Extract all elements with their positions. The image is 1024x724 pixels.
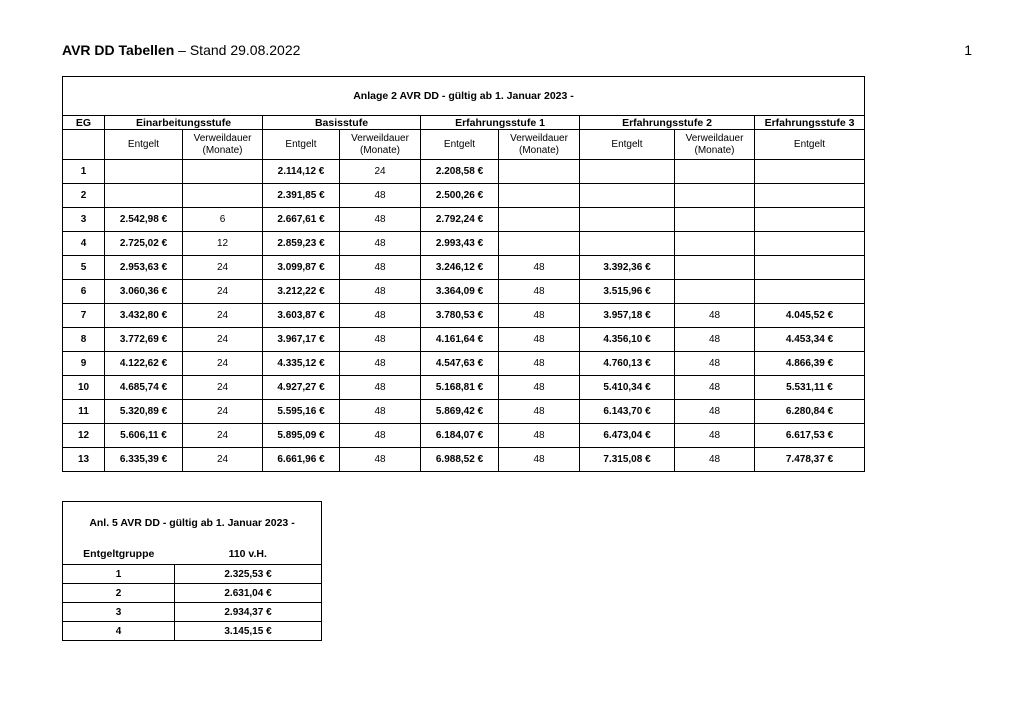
cell-e2-v: [675, 256, 755, 280]
cell-e2-e: 3.515,96 €: [580, 280, 675, 304]
cell-ein-v: 12: [183, 232, 263, 256]
cell-bas-e: 2.391,85 €: [263, 184, 340, 208]
cell-e3-e: 4.866,39 €: [755, 352, 865, 376]
cell-e2-v: [675, 280, 755, 304]
cell-e2-v: 48: [675, 328, 755, 352]
cell-ein-v: [183, 184, 263, 208]
cell-eg: 6: [63, 280, 105, 304]
title-bold: AVR DD Tabellen: [62, 42, 175, 58]
cell-e1-e: 5.869,42 €: [421, 400, 499, 424]
header-eg: EG: [63, 116, 105, 130]
header-erfahrungsstufe-1: Erfahrungsstufe 1: [421, 116, 580, 130]
cell-e3-e: [755, 208, 865, 232]
cell-e3-e: [755, 232, 865, 256]
cell-e2-v: 48: [675, 400, 755, 424]
verweildauer-label: Verweildauer: [510, 132, 568, 144]
cell-bas-e: 3.212,22 €: [263, 280, 340, 304]
cell-ein-v: 24: [183, 352, 263, 376]
cell-eg: 9: [63, 352, 105, 376]
cell-e2-e: [580, 160, 675, 184]
table-row: [63, 304, 865, 328]
cell-bas-e: 4.335,12 €: [263, 352, 340, 376]
table-row: [63, 208, 865, 232]
cell-bas-v: 48: [340, 232, 421, 256]
verweildauer-label: Verweildauer: [685, 132, 744, 144]
cell-ein-e: 5.606,11 €: [105, 424, 183, 448]
cell-e2-e: [580, 232, 675, 256]
cell-e2-e: 5.410,34 €: [580, 376, 675, 400]
monate-label: (Monate): [359, 144, 400, 156]
salary-table-anlage-2: [62, 76, 865, 472]
cell-value: 2.934,37 €: [175, 603, 322, 622]
cell-e1-v: [499, 232, 580, 256]
table-row: [63, 160, 865, 184]
subheader-verweildauer: [499, 130, 580, 160]
subheader-verweildauer: [183, 130, 263, 160]
subheader-entgelt: Entgelt: [421, 130, 499, 160]
cell-bas-v: 48: [340, 424, 421, 448]
cell-value: 2.325,53 €: [175, 565, 322, 584]
cell-ein-e: 2.725,02 €: [105, 232, 183, 256]
cell-e1-e: 3.364,09 €: [421, 280, 499, 304]
cell-e1-v: 48: [499, 256, 580, 280]
cell-bas-e: 6.661,96 €: [263, 448, 340, 472]
cell-e1-v: [499, 184, 580, 208]
cell-e3-e: [755, 160, 865, 184]
cell-bas-v: 48: [340, 400, 421, 424]
subheader-verweildauer: [675, 130, 755, 160]
cell-e1-e: 3.246,12 €: [421, 256, 499, 280]
header-einarbeitungsstufe: Einarbeitungsstufe: [105, 116, 263, 130]
monate-label: (Monate): [202, 144, 243, 156]
cell-e2-v: 48: [675, 304, 755, 328]
cell-bas-e: 3.603,87 €: [263, 304, 340, 328]
cell-group: 3: [63, 603, 175, 622]
table-row: [63, 424, 865, 448]
subheader-verweildauer: [340, 130, 421, 160]
cell-bas-v: 48: [340, 328, 421, 352]
cell-e1-v: 48: [499, 448, 580, 472]
table-row: [63, 565, 322, 584]
cell-ein-e: 4.685,74 €: [105, 376, 183, 400]
cell-bas-e: 5.595,16 €: [263, 400, 340, 424]
cell-e2-v: [675, 208, 755, 232]
header-erfahrungsstufe-2: Erfahrungsstufe 2: [580, 116, 755, 130]
cell-e2-e: 4.356,10 €: [580, 328, 675, 352]
cell-e1-e: 6.988,52 €: [421, 448, 499, 472]
cell-eg: 10: [63, 376, 105, 400]
cell-bas-e: 2.114,12 €: [263, 160, 340, 184]
table-row: [63, 256, 865, 280]
small-table-caption: Anl. 5 AVR DD - gültig ab 1. Januar 2023 -: [89, 517, 295, 529]
cell-e3-e: [755, 256, 865, 280]
cell-e3-e: 4.453,34 €: [755, 328, 865, 352]
cell-e1-v: 48: [499, 328, 580, 352]
subheader-empty: [63, 130, 105, 160]
cell-eg: 11: [63, 400, 105, 424]
cell-bas-v: 48: [340, 304, 421, 328]
verweildauer-label: Verweildauer: [351, 132, 409, 144]
cell-ein-v: [183, 160, 263, 184]
cell-bas-v: 48: [340, 352, 421, 376]
subheader-entgelt: Entgelt: [263, 130, 340, 160]
cell-bas-v: 48: [340, 376, 421, 400]
cell-e3-e: 4.045,52 €: [755, 304, 865, 328]
table-row: [63, 448, 865, 472]
cell-ein-e: 2.953,63 €: [105, 256, 183, 280]
cell-bas-v: 48: [340, 256, 421, 280]
cell-e1-e: 4.547,63 €: [421, 352, 499, 376]
cell-eg: 1: [63, 160, 105, 184]
table-row: [63, 184, 865, 208]
cell-eg: 4: [63, 232, 105, 256]
cell-e2-e: [580, 184, 675, 208]
table-row: [63, 603, 322, 622]
cell-ein-v: 24: [183, 328, 263, 352]
cell-group: 4: [63, 622, 175, 641]
header-entgeltgruppe: Entgeltgruppe: [83, 548, 155, 560]
cell-e2-e: 3.392,36 €: [580, 256, 675, 280]
cell-e3-e: [755, 184, 865, 208]
subheader-entgelt: Entgelt: [755, 130, 865, 160]
cell-ein-v: 24: [183, 424, 263, 448]
cell-bas-e: 3.967,17 €: [263, 328, 340, 352]
cell-ein-v: 24: [183, 256, 263, 280]
cell-value: 2.631,04 €: [175, 584, 322, 603]
cell-eg: 5: [63, 256, 105, 280]
cell-bas-v: 48: [340, 280, 421, 304]
cell-eg: 8: [63, 328, 105, 352]
table-row: [63, 400, 865, 424]
cell-ein-e: 2.542,98 €: [105, 208, 183, 232]
page-title: [62, 42, 300, 58]
cell-ein-v: 24: [183, 400, 263, 424]
cell-eg: 2: [63, 184, 105, 208]
cell-e2-e: 6.143,70 €: [580, 400, 675, 424]
monate-label: (Monate): [694, 144, 735, 156]
cell-ein-v: 24: [183, 280, 263, 304]
cell-e3-e: 7.478,37 €: [755, 448, 865, 472]
cell-e1-e: 4.161,64 €: [421, 328, 499, 352]
cell-eg: 7: [63, 304, 105, 328]
cell-e1-v: 48: [499, 400, 580, 424]
header-erfahrungsstufe-3: Erfahrungsstufe 3: [755, 116, 865, 130]
cell-e1-v: 48: [499, 352, 580, 376]
cell-e1-v: 48: [499, 376, 580, 400]
cell-ein-v: 6: [183, 208, 263, 232]
cell-ein-v: 24: [183, 304, 263, 328]
cell-bas-v: 48: [340, 448, 421, 472]
cell-group: 2: [63, 584, 175, 603]
table-row: [63, 280, 865, 304]
table-row: [63, 376, 865, 400]
cell-bas-v: 24: [340, 160, 421, 184]
table-caption: Anlage 2 AVR DD - gültig ab 1. Januar 2023 -: [63, 77, 865, 116]
cell-bas-e: 5.895,09 €: [263, 424, 340, 448]
header-basisstufe: Basisstufe: [263, 116, 421, 130]
cell-e2-v: [675, 184, 755, 208]
cell-e1-e: 3.780,53 €: [421, 304, 499, 328]
cell-e1-e: 5.168,81 €: [421, 376, 499, 400]
cell-e1-e: 2.500,26 €: [421, 184, 499, 208]
cell-e1-e: 2.993,43 €: [421, 232, 499, 256]
cell-e2-e: 6.473,04 €: [580, 424, 675, 448]
cell-e2-v: 48: [675, 448, 755, 472]
cell-e2-e: 3.957,18 €: [580, 304, 675, 328]
cell-e2-v: 48: [675, 424, 755, 448]
cell-bas-v: 48: [340, 208, 421, 232]
cell-e2-e: [580, 208, 675, 232]
cell-e2-e: 4.760,13 €: [580, 352, 675, 376]
cell-bas-e: 4.927,27 €: [263, 376, 340, 400]
cell-e3-e: 5.531,11 €: [755, 376, 865, 400]
monate-label: (Monate): [518, 144, 559, 156]
table-row: [63, 622, 322, 641]
table-row: [63, 328, 865, 352]
cell-e1-v: 48: [499, 424, 580, 448]
subheader-entgelt: Entgelt: [580, 130, 675, 160]
cell-group: 1: [63, 565, 175, 584]
cell-value: 3.145,15 €: [175, 622, 322, 641]
cell-bas-e: 3.099,87 €: [263, 256, 340, 280]
cell-ein-e: 3.060,36 €: [105, 280, 183, 304]
cell-ein-e: 3.772,69 €: [105, 328, 183, 352]
cell-e1-v: 48: [499, 280, 580, 304]
cell-ein-e: [105, 184, 183, 208]
cell-e2-v: [675, 232, 755, 256]
cell-ein-v: 24: [183, 448, 263, 472]
salary-table-anlage-5: [62, 501, 322, 641]
cell-eg: 13: [63, 448, 105, 472]
cell-e1-v: 48: [499, 304, 580, 328]
table-row: [63, 232, 865, 256]
cell-eg: 12: [63, 424, 105, 448]
cell-ein-e: 3.432,80 €: [105, 304, 183, 328]
cell-e2-v: 48: [675, 376, 755, 400]
cell-ein-e: [105, 160, 183, 184]
cell-bas-e: 2.667,61 €: [263, 208, 340, 232]
header-110-vh: 110 v.H.: [228, 548, 267, 560]
cell-e3-e: 6.280,84 €: [755, 400, 865, 424]
cell-ein-v: 24: [183, 376, 263, 400]
cell-e2-v: [675, 160, 755, 184]
cell-e2-v: 48: [675, 352, 755, 376]
subheader-entgelt: Entgelt: [105, 130, 183, 160]
cell-e1-v: [499, 160, 580, 184]
table-row: [63, 584, 322, 603]
cell-eg: 3: [63, 208, 105, 232]
table-row: [63, 352, 865, 376]
cell-ein-e: 5.320,89 €: [105, 400, 183, 424]
page-number: 1: [964, 42, 972, 58]
cell-ein-e: 4.122,62 €: [105, 352, 183, 376]
cell-e1-e: 2.792,24 €: [421, 208, 499, 232]
verweildauer-label: Verweildauer: [193, 132, 252, 144]
cell-e1-e: 6.184,07 €: [421, 424, 499, 448]
cell-e3-e: [755, 280, 865, 304]
cell-e1-v: [499, 208, 580, 232]
cell-e1-e: 2.208,58 €: [421, 160, 499, 184]
cell-bas-e: 2.859,23 €: [263, 232, 340, 256]
cell-bas-v: 48: [340, 184, 421, 208]
cell-ein-e: 6.335,39 €: [105, 448, 183, 472]
cell-e3-e: 6.617,53 €: [755, 424, 865, 448]
title-rest: – Stand 29.08.2022: [174, 42, 301, 58]
cell-e2-e: 7.315,08 €: [580, 448, 675, 472]
